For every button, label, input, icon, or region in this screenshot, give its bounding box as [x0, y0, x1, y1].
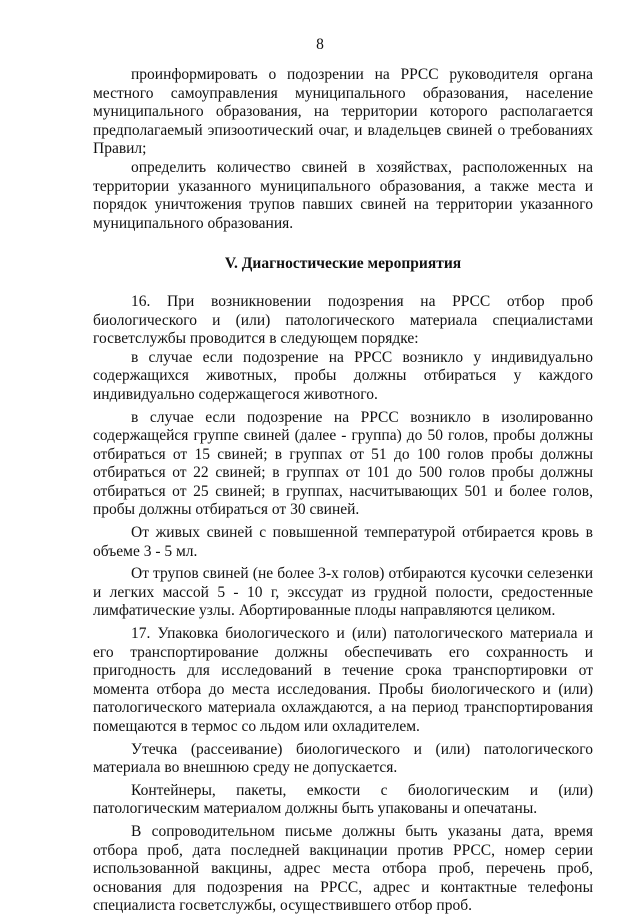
- paragraph-determine: определить количество свиней в хозяйствах, расположенных на территории указанного муниципального образования, а также места и порядок уничтожения трупов павших свиней на территории указанного муниципального образования.: [93, 158, 593, 232]
- paragraph-containers: Контейнеры, пакеты, емкости с биологическим и (или) патологическим материалом должны быть упакованы и опечатаны.: [93, 781, 593, 818]
- page-number: 8: [316, 36, 324, 53]
- paragraph-cover-letter: В сопроводительном письме должны быть указаны дата, время отбора проб, дата последней вакцинации против РРСС, номер серии использованной вакцины, адрес места отбора проб, перечень проб, основания для подозрения на РРСС, адрес и контактные телефоны специалиста госветслужбы, осуществившего отбор проб.: [93, 822, 593, 915]
- section-heading: V. Диагностические мероприятия: [224, 255, 462, 273]
- document-body: [93, 66, 593, 916]
- paragraph-inform: проинформировать о подозрении на РРСС руководителя органа местного самоуправления муниципального образования, население муниципального образования, на территории которого располагается предполагаемый эпизоотический очаг, и владельцев свиней о требованиях Правил;: [93, 66, 593, 158]
- paragraph-17: 17. Упаковка биологического и (или) патологического материала и его транспортирование должны обеспечивать его сохранность и пригодность для исследований в течение срока транспортировки от момента отбора до места исследования. Пробы биологического и (или) патологического материала охлаждаются, а на период транспортирования помещаются в термос со льдом или охладителем.: [93, 625, 593, 735]
- paragraph-individual: в случае если подозрение на РРСС возникло у индивидуально содержащихся животных, пробы должны отбираться у каждого индивидуально содержащегося животного.: [93, 348, 593, 403]
- paragraph-16: 16. При возникновении подозрения на РРСС отбор проб биологического и (или) патологического материала специалистами госветслужбы проводится в следующем порядке:: [93, 292, 593, 348]
- paragraph-blood: От живых свиней с повышенной температурой отбирается кровь в объеме 3 - 5 мл.: [93, 524, 593, 560]
- paragraph-group: в случае если подозрение на РРСС возникло в изолированно содержащейся группе свиней (далее - группа) до 50 голов, пробы должны отбираться от 15 свиней; в группах от 51 до 100 голов пробы должны отбираться от 22 свиней; в группах от 101 до 500 голов пробы должны отбираться от 25 свиней; в группах, насчитывающих 501 и более голов, пробы должны отбираться от 30 свиней.: [93, 408, 593, 519]
- paragraph-leakage: Утечка (рассеивание) биологического и (или) патологического материала во внешнюю среду не допускается.: [93, 740, 593, 777]
- paragraph-carcasses: От трупов свиней (не более 3-х голов) отбираются кусочки селезенки и легких массой 5 - 10 г, экссудат из грудной полости, средостенные лимфатические узлы. Абортированные плоды направляются целиком.: [93, 565, 593, 620]
